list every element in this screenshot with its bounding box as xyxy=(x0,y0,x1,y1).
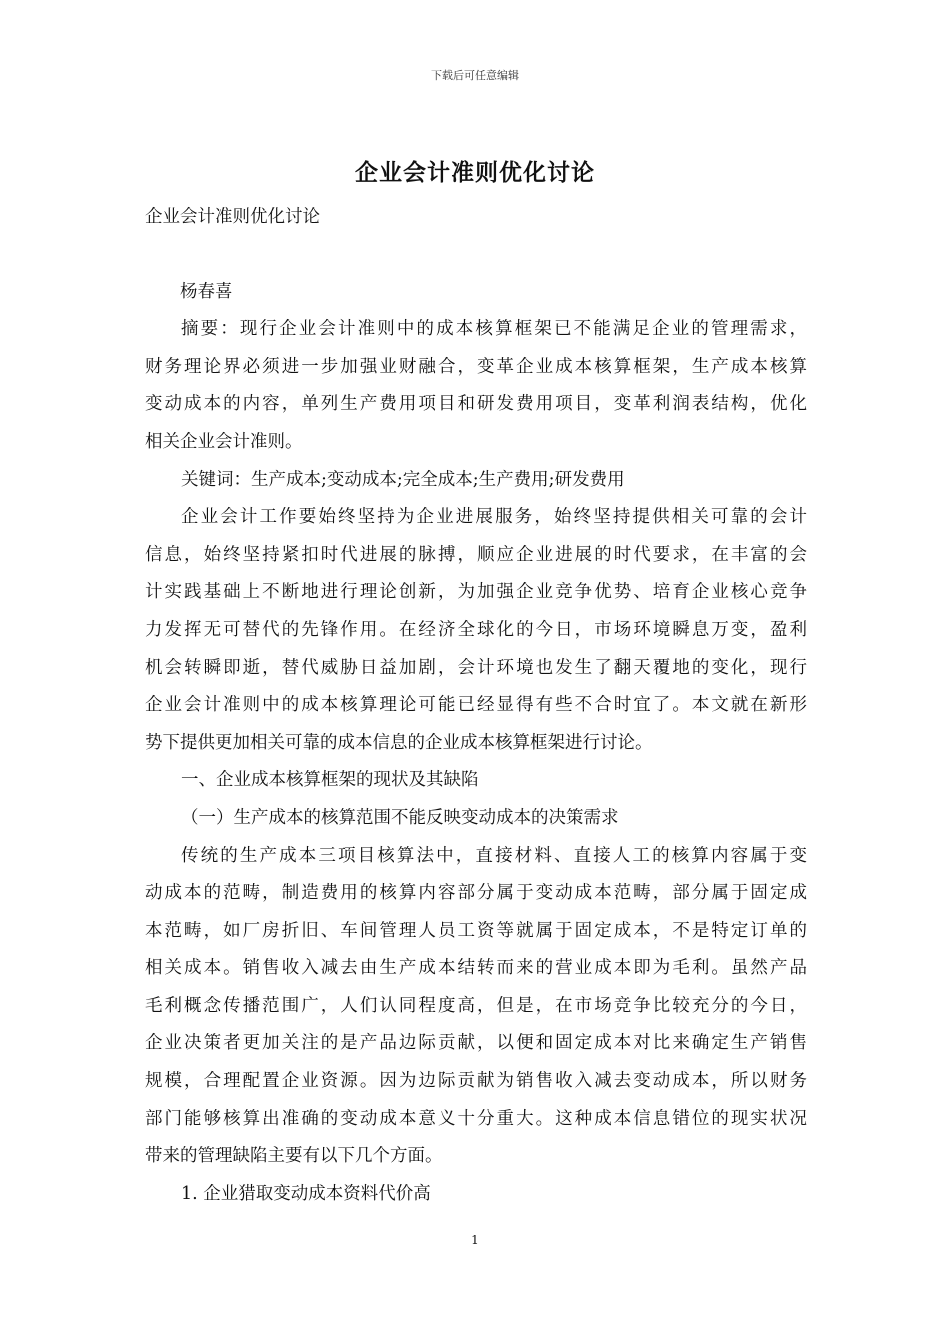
paragraph-line: 计实践基础上不断地进行理论创新，为加强企业竞争优势、培育企业核心竞争 xyxy=(145,582,807,603)
paragraph-line: 带来的管理缺陷主要有以下几个方面。 xyxy=(145,1146,443,1167)
paragraph-line: 力发挥无可替代的先锋作用。在经济全球化的今日，市场环境瞬息万变，盈利 xyxy=(145,619,807,640)
paragraph-line: 动成本的范畴，制造费用的核算内容部分属于变动成本范畴，部分属于固定成 xyxy=(145,883,807,904)
paragraph-line: 相关成本。销售收入减去由生产成本结转而来的营业成本即为毛利。虽然产品 xyxy=(145,958,807,979)
page-number: 1 xyxy=(471,1233,479,1247)
abstract-line: 变动成本的内容，单列生产费用项目和研发费用项目，变革利润表结构，优化 xyxy=(145,394,807,415)
abstract-line: 相关企业会计准则。 xyxy=(145,431,303,452)
abstract-line: 摘要：现行企业会计准则中的成本核算框架已不能满足企业的管理需求， xyxy=(181,319,807,340)
author-name: 杨春喜 xyxy=(180,281,233,302)
subsection-heading: （一）生产成本的核算范围不能反映变动成本的决策需求 xyxy=(181,807,619,828)
document-body xyxy=(145,199,807,1213)
paragraph-line: 部门能够核算出准确的变动成本意义十分重大。这种成本信息错位的现实状况 xyxy=(145,1108,807,1129)
paragraph-line: 规模，合理配置企业资源。因为边际贡献为销售收入减去变动成本，所以财务 xyxy=(145,1071,807,1092)
document-title: 企业会计准则优化讨论 xyxy=(355,159,595,186)
paragraph-line: 势下提供更加相关可靠的成本信息的企业成本核算框架进行讨论。 xyxy=(145,732,653,753)
numbered-heading: 1. 企业猎取变动成本资料代价高 xyxy=(181,1183,431,1204)
paragraph-line: 传统的生产成本三项目核算法中，直接材料、直接人工的核算内容属于变 xyxy=(181,845,807,866)
paragraph-line: 企业会计工作要始终坚持为企业进展服务，始终坚持提供相关可靠的会计 xyxy=(181,507,807,528)
paragraph-line: 机会转瞬即逝，替代威胁日益加剧，会计环境也发生了翻天覆地的变化，现行 xyxy=(145,657,807,678)
keywords: 关键词：生产成本;变动成本;完全成本;生产费用;研发费用 xyxy=(181,469,625,490)
paragraph-line: 本范畴，如厂房折旧、车间管理人员工资等就属于固定成本，不是特定订单的 xyxy=(145,920,807,941)
subtitle: 企业会计准则优化讨论 xyxy=(145,207,320,227)
abstract-line: 财务理论界必须进一步加强业财融合，变革企业成本核算框架，生产成本核算 xyxy=(145,356,807,377)
section-heading: 一、企业成本核算框架的现状及其缺陷 xyxy=(181,770,479,791)
page-header: 下载后可任意编辑 xyxy=(431,69,519,82)
paragraph-line: 信息，始终坚持紧扣时代进展的脉搏，顺应企业进展的时代要求，在丰富的会 xyxy=(145,544,807,565)
paragraph-line: 企业会计准则中的成本核算理论可能已经显得有些不合时宜了。本文就在新形 xyxy=(145,695,807,716)
blank-line xyxy=(145,237,807,274)
paragraph-line: 毛利概念传播范围广，人们认同程度高，但是，在市场竞争比较充分的今日， xyxy=(145,995,807,1016)
paragraph-line: 企业决策者更加关注的是产品边际贡献，以便和固定成本对比来确定生产销售 xyxy=(145,1033,807,1054)
